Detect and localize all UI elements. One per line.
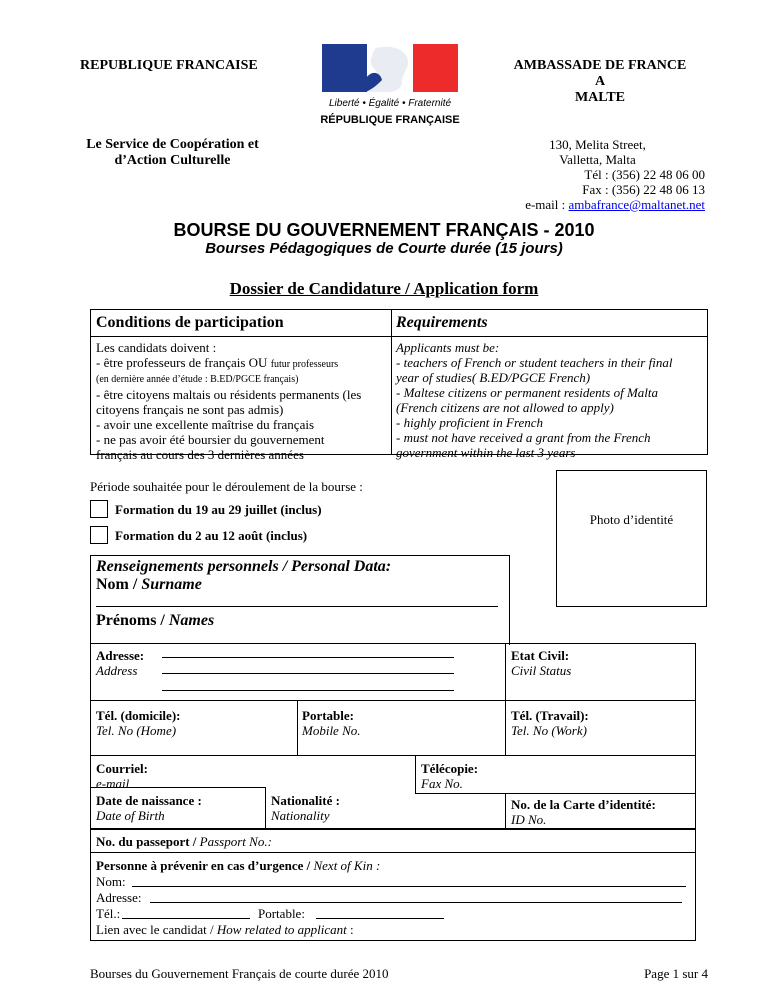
cond-en-line: - highly proficient in French <box>396 415 544 430</box>
home-tel-label: Tél. (domicile): Tel. No (Home) <box>96 708 181 738</box>
address-line-2: Valletta, Malta <box>559 152 636 167</box>
email-field-label: Courriel: e-mail <box>96 761 148 791</box>
logo-motto: Liberté • Égalité • Fraternité <box>328 98 452 109</box>
cond-fr-line: - avoir une excellente maîtrise du français <box>96 417 315 432</box>
photo-label: Photo d’identité <box>589 512 674 527</box>
tel-line: Tél : (356) 22 48 06 00 <box>584 167 705 182</box>
passport-label: No. du passeport / Passport No.: <box>96 834 272 849</box>
republic-title: REPUBLIQUE FRANCAISE <box>80 58 258 73</box>
grid-divider <box>415 755 416 793</box>
form-title: Dossier de Candidature / Application form <box>229 279 539 298</box>
id-card-label: No. de la Carte d’identité: ID No. <box>511 797 656 827</box>
cond-en-line: government within the last 3 years <box>396 445 576 460</box>
sub-title: Bourses Pédagogiques de Courte durée (15 jours) <box>205 240 563 257</box>
personal-heading: Renseignements personnels / Personal Data: <box>96 558 392 575</box>
grid-row-divider <box>90 755 696 756</box>
cond-fr-line: - être professeurs de français OU futur professeurs <box>96 355 339 370</box>
main-title: BOURSE DU GOUVERNEMENT FRANÇAIS - 2010 <box>173 220 595 240</box>
service-name <box>65 137 280 169</box>
embassy-line-2: A <box>594 74 606 89</box>
surname-label: Nom / Surname <box>96 576 202 593</box>
kin-heading: Personne à prévenir en cas d’urgence / Next of Kin : <box>96 858 381 873</box>
cond-fr-line: Les candidats doivent : <box>96 340 217 355</box>
nationality-label: Nationalité : Nationality <box>271 793 340 823</box>
embassy-title <box>500 58 700 106</box>
grid-row-divider <box>90 700 696 701</box>
footer-left: Bourses du Gouvernement Français de courte durée 2010 <box>90 966 389 981</box>
logo-name: RÉPUBLIQUE FRANÇAISE <box>320 114 460 126</box>
service-line-2: d’Action Culturelle <box>114 153 231 168</box>
cond-en-line: (French citizens are not allowed to apply) <box>396 400 614 415</box>
cond-fr-note: (en dernière année d’étude : B.ED/PGCE français) <box>96 374 299 385</box>
marianne-logo <box>316 40 464 130</box>
cond-fr-line: français au cours des 3 dernières années <box>96 447 304 462</box>
embassy-line-1: AMBASSADE DE FRANCE <box>513 58 687 73</box>
conditions-header-fr: Conditions de participation <box>96 314 284 331</box>
email-label: e-mail : <box>525 197 566 212</box>
checkbox-july[interactable] <box>90 500 108 518</box>
checkbox-august[interactable] <box>90 526 108 544</box>
conditions-divider <box>90 336 708 337</box>
civil-status-label: Etat Civil: Civil Status <box>511 648 572 678</box>
work-tel-label: Tél. (Travail): Tel. No (Work) <box>511 708 589 738</box>
service-line-1: Le Service de Coopération et <box>86 137 259 152</box>
embassy-line-3: MALTE <box>574 90 626 105</box>
address-line-field[interactable] <box>162 657 454 658</box>
grid-divider <box>505 643 506 755</box>
kin-mobile-line[interactable] <box>316 918 444 919</box>
cond-en-line: - must not have received a grant from the French <box>396 430 651 445</box>
mobile-label: Portable: Mobile No. <box>302 708 361 738</box>
email-line <box>450 197 705 212</box>
option-july-label: Formation du 19 au 29 juillet (inclus) <box>115 502 322 517</box>
cond-fr-line: - ne pas avoir été boursier du gouvernement <box>96 432 325 447</box>
fax-line: Fax : (356) 22 48 06 13 <box>582 182 705 197</box>
dob-label: Date de naissance : Date of Birth <box>96 793 202 823</box>
kin-address-line[interactable] <box>150 902 682 903</box>
kin-tel-label: Tél.: <box>96 906 121 921</box>
conditions-header-en: Requirements <box>396 314 488 331</box>
period-label: Période souhaitée pour le déroulement de la bourse : <box>90 479 363 494</box>
page-number: Page 1 sur 4 <box>644 966 708 981</box>
address-line-field[interactable] <box>162 690 454 691</box>
conditions-fr-list <box>96 340 388 462</box>
cond-en-line: Applicants must be: <box>396 340 500 355</box>
kin-mobile-label: Portable: <box>258 906 305 921</box>
address-line-field[interactable] <box>162 673 454 674</box>
cond-en-line: year of studies( B.ED/PGCE French) <box>396 370 591 385</box>
names-label: Prénoms / Names <box>96 612 215 629</box>
kin-name-line[interactable] <box>132 886 686 887</box>
grid-divider <box>297 700 298 755</box>
cond-en-line: - teachers of French or student teachers in their final <box>396 355 673 370</box>
email-link[interactable]: ambafrance@maltanet.net <box>568 197 705 212</box>
grid-divider <box>265 787 266 829</box>
grid-divider <box>505 793 506 829</box>
conditions-column-divider <box>391 309 392 455</box>
grid-row-divider <box>415 793 696 794</box>
kin-relation-label: Lien avec le candidat / How related to applicant : <box>96 922 354 937</box>
option-august-label: Formation du 2 au 12 août (inclus) <box>115 528 308 543</box>
address-label: Adresse: Address <box>96 648 145 678</box>
embassy-address <box>450 137 705 212</box>
kin-tel-line[interactable] <box>122 918 250 919</box>
conditions-en-list <box>396 340 706 460</box>
address-line-1: 130, Melita Street, <box>549 137 646 152</box>
kin-name-label: Nom: <box>96 874 126 889</box>
cond-en-line: - Maltese citizens or permanent residents of Malta <box>396 385 659 400</box>
photo-box[interactable] <box>556 470 707 607</box>
cond-fr-small: futur professeurs <box>270 359 339 370</box>
kin-address-label: Adresse: <box>96 890 142 905</box>
fax-field-label: Télécopie: Fax No. <box>421 761 479 791</box>
cond-fr-line: - être citoyens maltais ou résidents permanents (les <box>96 387 362 402</box>
surname-line[interactable] <box>96 606 498 607</box>
cond-fr-line: citoyens français ne sont pas admis) <box>96 402 284 417</box>
